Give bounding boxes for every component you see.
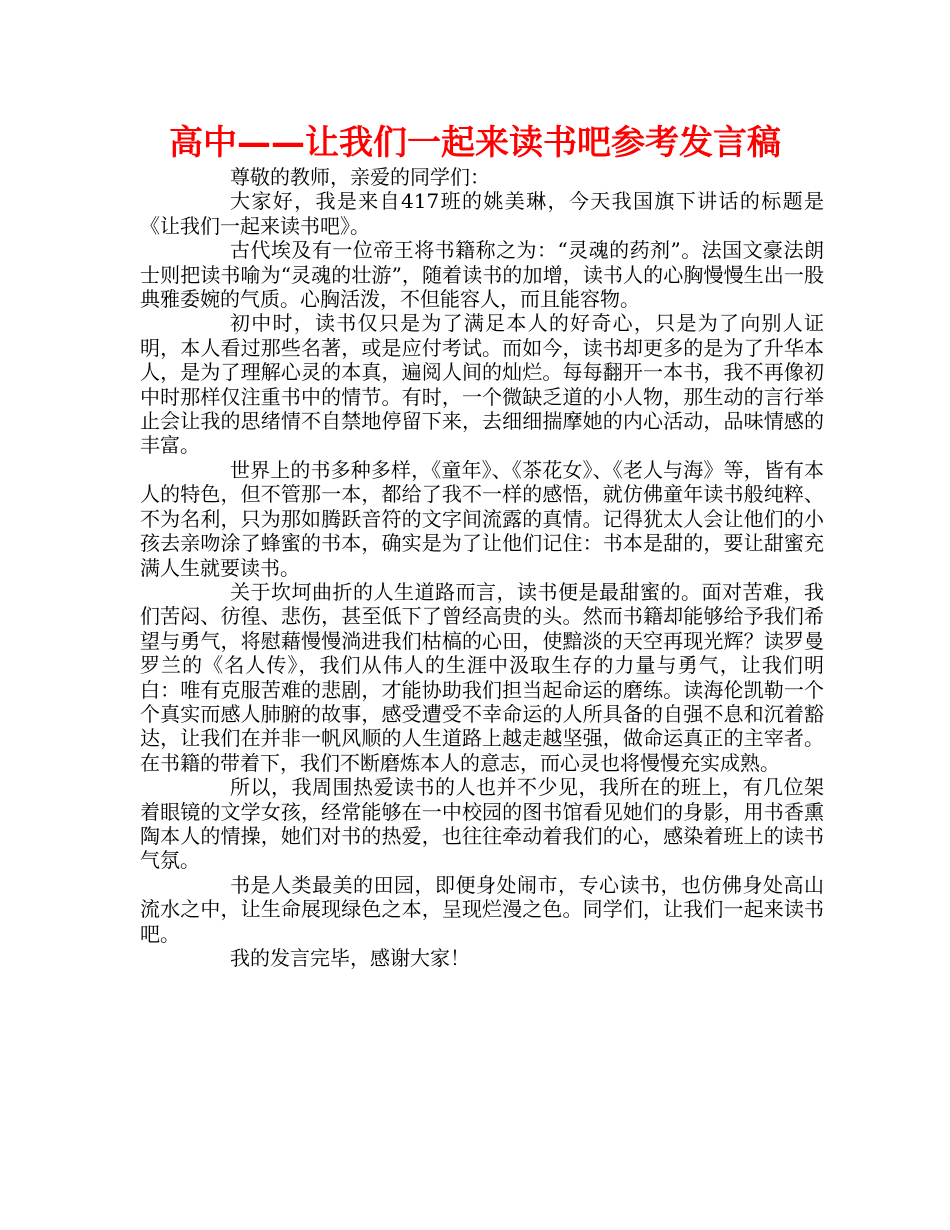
- document-title: 高中——让我们一起来读书吧参考发言稿: [169, 123, 781, 163]
- body-paragraph-junior-high: 初中时，读书仅只是为了满足本人的好奇心，只是为了向别人证明，本人看过那些名著，或是应付考试。而如今，读书却更多的是为了升华本人，是为了理解心灵的本真，遍阅人间的灿烂。每每翻开一本书，我不再像初中时那样仅注重书中的情节。有时，一个微缺乏道的小人物，那生动的言行举止会让我的思绪情不自禁地停留下来，去细细揣摩她的内心活动，品味情感的丰富。: [140, 311, 824, 458]
- intro-paragraph: 大家好，我是来自417班的姚美琳，今天我国旗下讲话的标题是《让我们一起来读书吧》。: [140, 189, 824, 238]
- document-body: [140, 165, 824, 970]
- body-paragraph-ancient-egypt: 古代埃及有一位帝王将书籍称之为：“灵魂的药剂”。法国文豪法朗士则把读书喻为“灵魂的壮游”，随着读书的加增，读书人的心胸慢慢生出一股典雅委婉的气质。心胸活泼，不但能容人，而且能容物。: [140, 238, 824, 312]
- greeting-paragraph: 尊敬的教师，亲爱的同学们：: [230, 165, 490, 189]
- body-paragraph-books-variety: 世界上的书多种多样，《童年》、《茶花女》、《老人与海》等，皆有本人的特色，但不管那一本，都给了我不一样的感悟，就仿佛童年读书般纯粹、不为名利，只为那如腾跃音符的文字间流露的真情。记得犹太人会让他们的小孩去亲吻涂了蜂蜜的书本，确实是为了让他们记住：书本是甜的，要让甜蜜充满人生就要读书。: [140, 457, 824, 580]
- closing-paragraph: 我的发言完毕，感谢大家！: [230, 946, 470, 970]
- body-paragraph-garden: 书是人类最美的田园，即便身处闹市，专心读书，也仿佛身处高山流水之中，让生命展现绿色之本，呈现烂漫之色。同学们，让我们一起来读书吧。: [140, 872, 824, 946]
- body-paragraph-classmates: 所以，我周围热爱读书的人也并不少见，我所在的班上，有几位架着眼镜的文学女孩，经常能够在一中校园的图书馆看见她们的身影，用书香熏陶本人的情操，她们对书的热爱，也往往牵动着我们的心，感染着班上的读书气氛。: [140, 775, 824, 873]
- body-paragraph-hardship: 关于坎坷曲折的人生道路而言，读书便是最甜蜜的。面对苦难，我们苦闷、彷徨、悲伤，甚至低下了曾经高贵的头。然而书籍却能够给予我们希望与勇气，将慰藉慢慢淌进我们枯槁的心田，使黯淡的天空再现光辉？读罗曼罗兰的《名人传》，我们从伟人的生涯中汲取生存的力量与勇气，让我们明白：唯有克服苦难的悲剧，才能协助我们担当起命运的磨练。读海伦凯勒一个个真实而感人肺腑的故事，感受遭受不幸命运的人所具备的自强不息和沉着豁达，让我们在并非一帆风顺的人生道路上越走越坚强，做命运真正的主宰者。在书籍的带着下，我们不断磨炼本人的意志，而心灵也将慢慢充实成熟。: [140, 579, 824, 775]
